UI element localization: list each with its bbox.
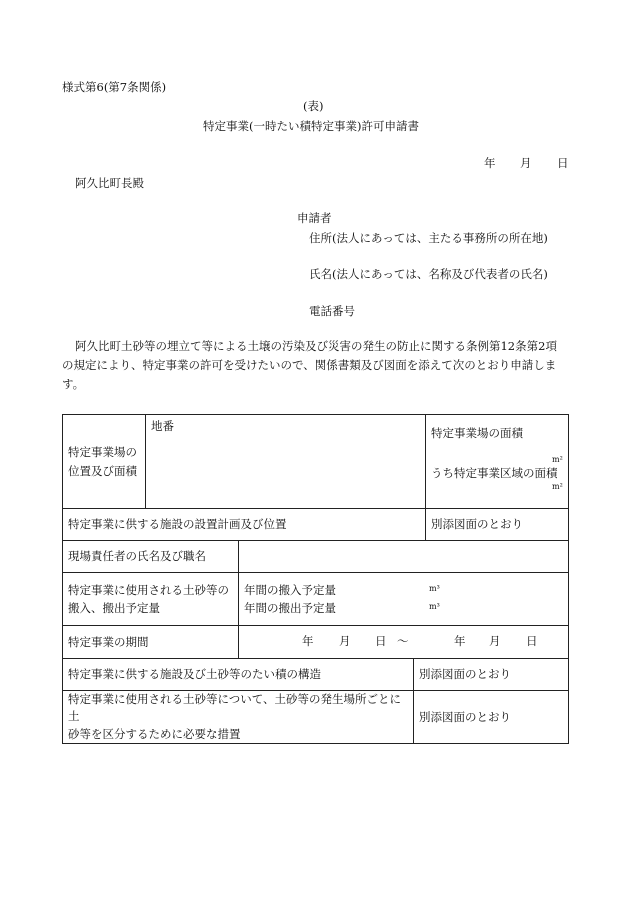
applicant-name-label: 氏名(法人にあっては、名称及び代表者の氏名) xyxy=(309,267,548,281)
date-year: 年 xyxy=(484,156,496,170)
table-row xyxy=(63,626,569,659)
date-day: 日 xyxy=(557,156,569,170)
area-cell[interactable] xyxy=(426,415,569,509)
soil-volume-label-cell xyxy=(63,573,239,626)
segregation-label: 特定事業に使用される土砂等について、土砂等の発生場所ごとに土 xyxy=(68,692,402,724)
table-row xyxy=(63,415,569,509)
document-title: 特定事業(一時たい積特定事業)許可申請書 xyxy=(203,119,419,133)
date-month: 月 xyxy=(520,156,532,170)
body-line: す。 xyxy=(62,377,85,391)
applicant-address-label: 住所(法人にあっては、主たる事務所の所在地) xyxy=(309,231,548,245)
addressee: 阿久比町長殿 xyxy=(75,176,144,190)
site-area-label: 特定事業場の面積 xyxy=(431,426,524,440)
segregation-value-cell xyxy=(414,691,569,744)
application-table xyxy=(62,414,569,744)
site-area-unit: m² xyxy=(552,455,563,464)
period-end-year: 年 xyxy=(454,634,466,648)
body-line: の規定により、特定事業の許可を受けたいので、関係書類及び図面を添えて次のとおり申請しま xyxy=(62,358,557,372)
structure-value-cell xyxy=(414,659,569,691)
form-number: 様式第6(第7条関係) xyxy=(62,80,167,94)
table-row xyxy=(63,573,569,626)
annual-inflow-unit: m³ xyxy=(429,584,440,593)
segregation-label-cell xyxy=(63,691,414,744)
zone-area-label: うち特定事業区域の面積 xyxy=(431,466,558,480)
soil-volume-label: 特定事業に使用される土砂等の xyxy=(68,582,229,597)
facility-plan-value: 別添図面のとおり xyxy=(431,517,524,532)
structure-label-cell xyxy=(63,659,414,691)
period-tilde: ～ xyxy=(397,634,409,648)
location-area-label: 特定事業場の xyxy=(68,445,137,460)
location-area-label: 位置及び面積 xyxy=(68,463,137,478)
structure-label: 特定事業に供する施設及び土砂等のたい積の構造 xyxy=(68,667,321,682)
period-start-day: 日 xyxy=(375,634,387,648)
zone-area-unit: m² xyxy=(552,482,563,491)
segregation-label: 砂等を区分するために必要な措置 xyxy=(68,726,241,741)
segregation-value: 別添図面のとおり xyxy=(419,709,511,724)
location-area-label-cell xyxy=(63,415,146,509)
body-line: 阿久比町土砂等の埋立て等による土壌の汚染及び災害の発生の防止に関する条例第12条第2項 xyxy=(75,339,557,353)
site-manager-label-cell xyxy=(63,541,239,573)
annual-outflow-unit: m³ xyxy=(429,602,440,611)
applicant-heading: 申請者 xyxy=(297,211,332,225)
annual-outflow-label: 年間の搬出予定量 xyxy=(244,601,336,615)
period-start-month: 月 xyxy=(339,634,351,648)
table-row xyxy=(63,659,569,691)
site-manager-value-cell[interactable] xyxy=(239,541,569,573)
facility-plan-label: 特定事業に供する施設の設置計画及び位置 xyxy=(68,517,287,532)
side-label: (表) xyxy=(303,99,324,113)
table-row xyxy=(63,541,569,573)
period-label: 特定事業の期間 xyxy=(68,634,149,649)
soil-volume-value-cell[interactable] xyxy=(239,573,569,626)
table-row xyxy=(63,691,569,744)
period-start-year: 年 xyxy=(302,634,314,648)
applicant-phone-label: 電話番号 xyxy=(309,304,355,318)
facility-plan-value-cell xyxy=(426,509,569,541)
lot-number-cell[interactable] xyxy=(146,415,426,509)
lot-number-label: 地番 xyxy=(151,419,174,433)
period-end-day: 日 xyxy=(526,634,538,648)
annual-inflow-label: 年間の搬入予定量 xyxy=(244,583,336,597)
soil-volume-label: 搬入、搬出予定量 xyxy=(68,601,160,615)
structure-value: 別添図面のとおり xyxy=(419,667,511,682)
facility-plan-label-cell xyxy=(63,509,426,541)
period-end-month: 月 xyxy=(489,634,501,648)
table-row xyxy=(63,509,569,541)
site-manager-label: 現場責任者の氏名及び職名 xyxy=(68,549,206,564)
period-label-cell xyxy=(63,626,239,659)
period-value-cell[interactable] xyxy=(239,626,569,659)
